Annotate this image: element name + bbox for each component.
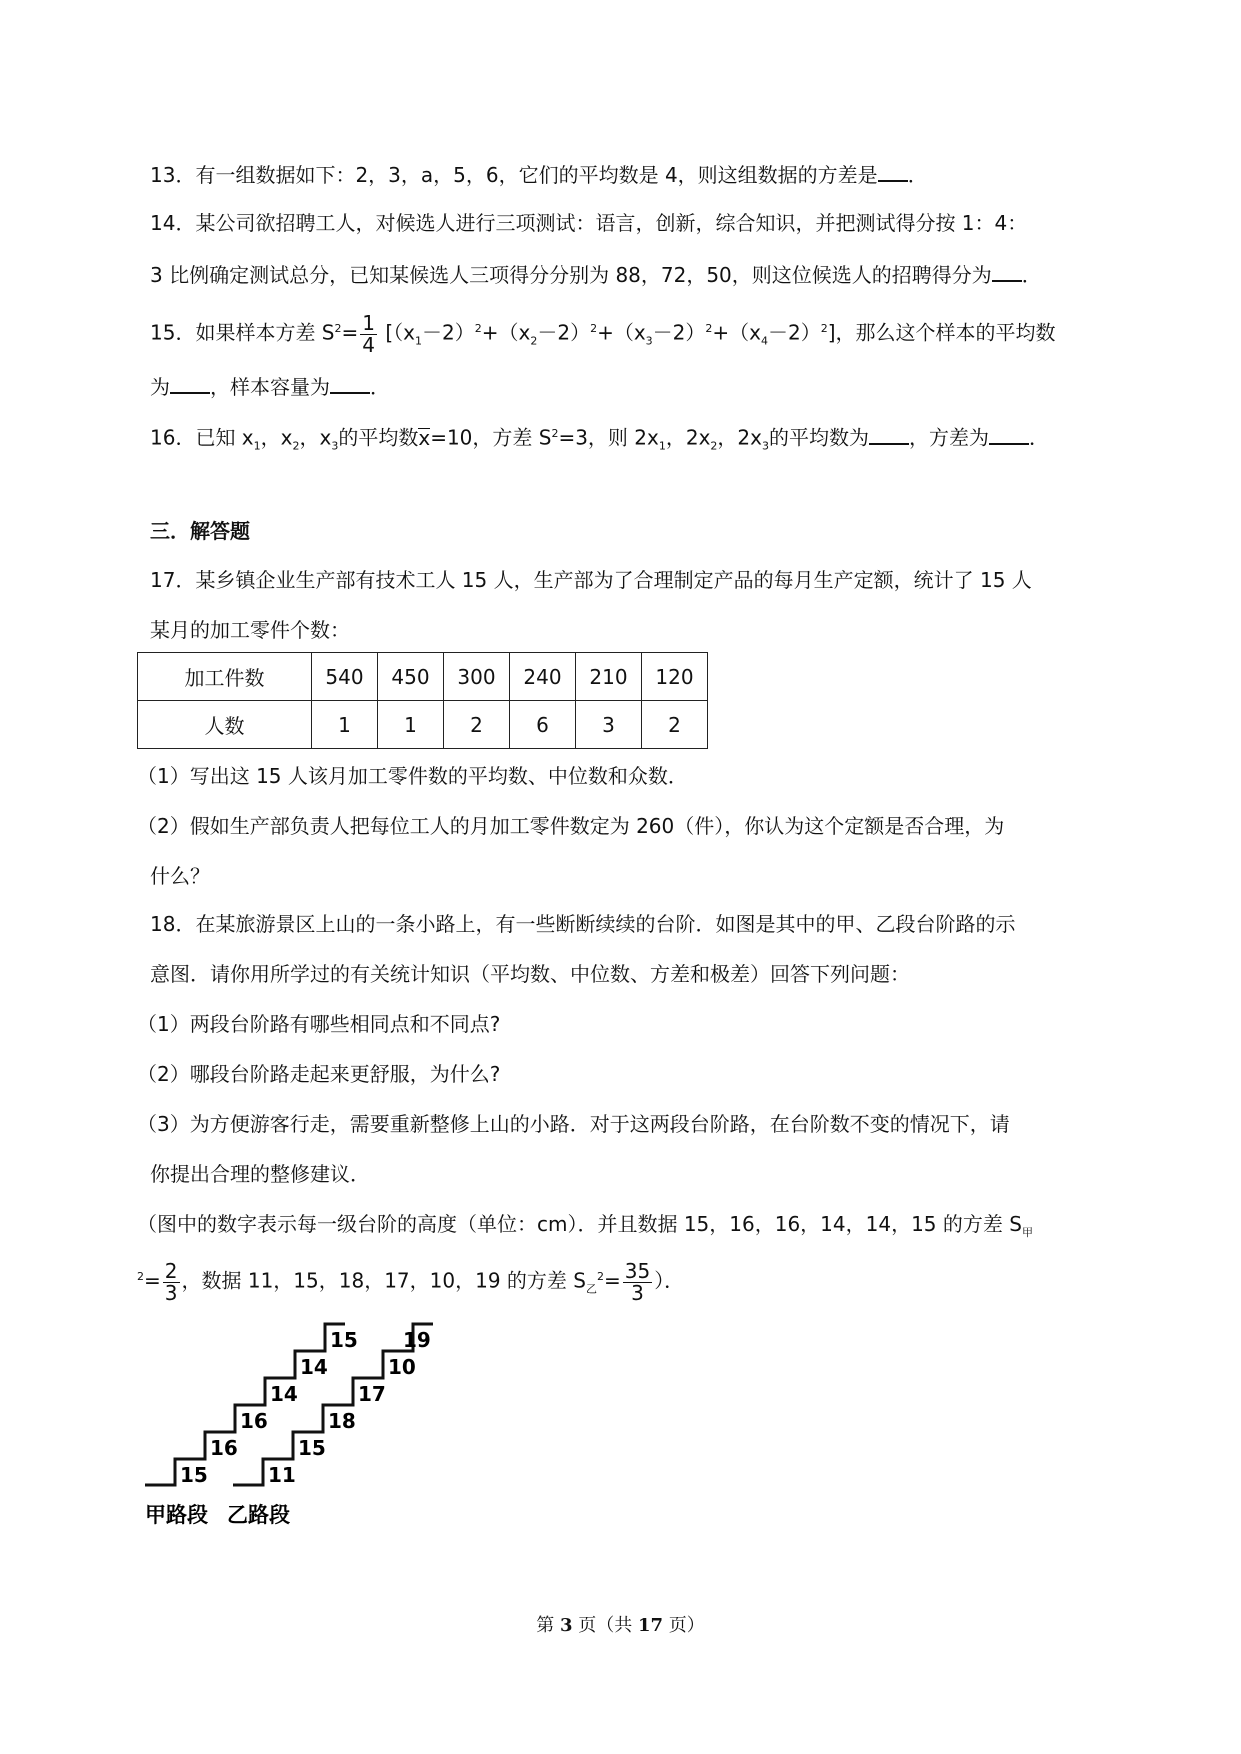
- answer-blank: [878, 160, 908, 182]
- fraction-two-thirds: $\frac{2}{3}$: [164, 1258, 178, 1305]
- table-cell: 300: [444, 653, 510, 701]
- total-pages: 17: [637, 1615, 664, 1636]
- table-cell: 210: [576, 653, 642, 701]
- question-18-note-line1: （图中的数字表示每一级台阶的高度（单位：cm）．并且数据 15，16，16，14，14，15 的方差 $S_甲$: [137, 1212, 1033, 1239]
- answer-blank: [170, 372, 210, 394]
- page-number: 3: [559, 1615, 573, 1636]
- question-14-line2: 3 比例确定测试总分，已知某候选人三项得分分别为 88，72，50，则这位候选人的招聘得分为 ．: [150, 260, 1042, 288]
- step-label: 11: [268, 1463, 296, 1487]
- step-label: 14: [270, 1382, 298, 1406]
- step-label: 15: [180, 1463, 208, 1487]
- question-14-line1: 14．某公司欲招聘工人，对候选人进行三项测试：语言，创新，综合知识，并把测试得分按 1：4：: [150, 211, 1028, 235]
- question-15-line2: 为 ，样本容量为 ．: [150, 372, 390, 400]
- question-18-note-line2: $^2$= $\frac{2}{3}$ ，数据 11，15，18，17，10，19 的方差 $S_乙^2=$ $\frac{35}{3}$ ）．: [137, 1258, 685, 1305]
- fraction-35-thirds: $\frac{35}{3}$: [624, 1258, 651, 1305]
- answer-blank: [330, 372, 370, 394]
- question-18-sub3-cont: 你提出合理的整修建议．: [150, 1162, 370, 1186]
- step-label: 10: [388, 1355, 416, 1379]
- question-15-line1: 15．如果样本方差 $S^2=$ $\frac{1}{4}$ $[(x_1-2)^2+(x_2-2)^2+(x_3-2)^2+(x_4-2)^2]$，那么这个样本的平均数: [150, 310, 1056, 357]
- step-label: 16: [210, 1436, 238, 1460]
- question-18-sub3: （3）为方便游客行走，需要重新整修上山的小路．对于这两段台阶路，在台阶数不变的情况下，请: [137, 1112, 1010, 1136]
- table-cell: 120: [642, 653, 708, 701]
- table-header-cell: 加工件数: [138, 653, 312, 701]
- jia-section-label: 甲路段: [145, 1503, 208, 1527]
- question-17-sub2-cont: 什么？: [150, 864, 210, 888]
- x-bar: x: [418, 425, 431, 450]
- answer-blank: [869, 423, 909, 445]
- step-label: 18: [328, 1409, 356, 1433]
- step-label: 15: [330, 1328, 358, 1352]
- section-heading: 三．解答题: [150, 519, 250, 543]
- answer-blank: [989, 423, 1029, 445]
- table-cell: 450: [378, 653, 444, 701]
- table-cell: 3: [576, 701, 642, 749]
- question-13: 13．有一组数据如下：2，3，a，5，6，它们的平均数是 4，则这组数据的方差是 ．: [150, 160, 928, 188]
- table-cell: 240: [510, 653, 576, 701]
- fraction-one-quarter: $\frac{1}{4}$: [362, 310, 376, 357]
- question-18-line1: 18．在某旅游景区上山的一条小路上，有一些断断续续的台阶．如图是其中的甲、乙段台阶路的示: [150, 912, 1016, 936]
- question-17-line2: 某月的加工零件个数：: [150, 618, 350, 642]
- question-18-sub1: （1）两段台阶路有哪些相同点和不同点?: [137, 1012, 501, 1036]
- question-17-sub2: （2）假如生产部负责人把每位工人的月加工零件数定为 260（件），你认为这个定额是否合理，为: [137, 814, 1005, 838]
- page-footer: 第 3 页（共 17 页）: [536, 1615, 705, 1636]
- table-cell: 1: [312, 701, 378, 749]
- answer-blank: [992, 260, 1022, 282]
- step-label: 17: [358, 1382, 386, 1406]
- table-cell: 6: [510, 701, 576, 749]
- staircase-figure: [145, 1302, 435, 1534]
- table-cell: 2: [642, 701, 708, 749]
- question-18-line2: 意图．请你用所学过的有关统计知识（平均数、中位数、方差和极差）回答下列问题：: [150, 962, 910, 986]
- question-16: 16．已知 $x_1$，$x_2$，$x_3$的平均数x=10，方差 $S^2=3$，则 $2x_1$，$2x_2$，$2x_3$的平均数为 ，方差为 ．: [150, 421, 1049, 460]
- table-cell: 540: [312, 653, 378, 701]
- table-cell: 1: [378, 701, 444, 749]
- question-17-sub1: （1）写出这 15 人该月加工零件数的平均数、中位数和众数．: [137, 764, 688, 788]
- step-label: 16: [240, 1409, 268, 1433]
- step-label: 19: [403, 1328, 431, 1352]
- question-17-line1: 17．某乡镇企业生产部有技术工人 15 人，生产部为了合理制定产品的每月生产定额，统计了 15 人: [150, 568, 1032, 592]
- q13-text: 13．有一组数据如下：2，3，a，5，6，它们的平均数是 4，则这组数据的方差是: [150, 163, 878, 187]
- step-label: 15: [298, 1436, 326, 1460]
- table-header-cell: 人数: [138, 701, 312, 749]
- question-18-sub2: （2）哪段台阶路走起来更舒服，为什么?: [137, 1062, 501, 1086]
- parts-table: [137, 652, 708, 749]
- table-cell: 2: [444, 701, 510, 749]
- yi-section-label: 乙路段: [227, 1503, 290, 1527]
- jia-staircase: [145, 1324, 345, 1485]
- table-row: [138, 653, 708, 701]
- table-row: [138, 701, 708, 749]
- step-label: 14: [300, 1355, 328, 1379]
